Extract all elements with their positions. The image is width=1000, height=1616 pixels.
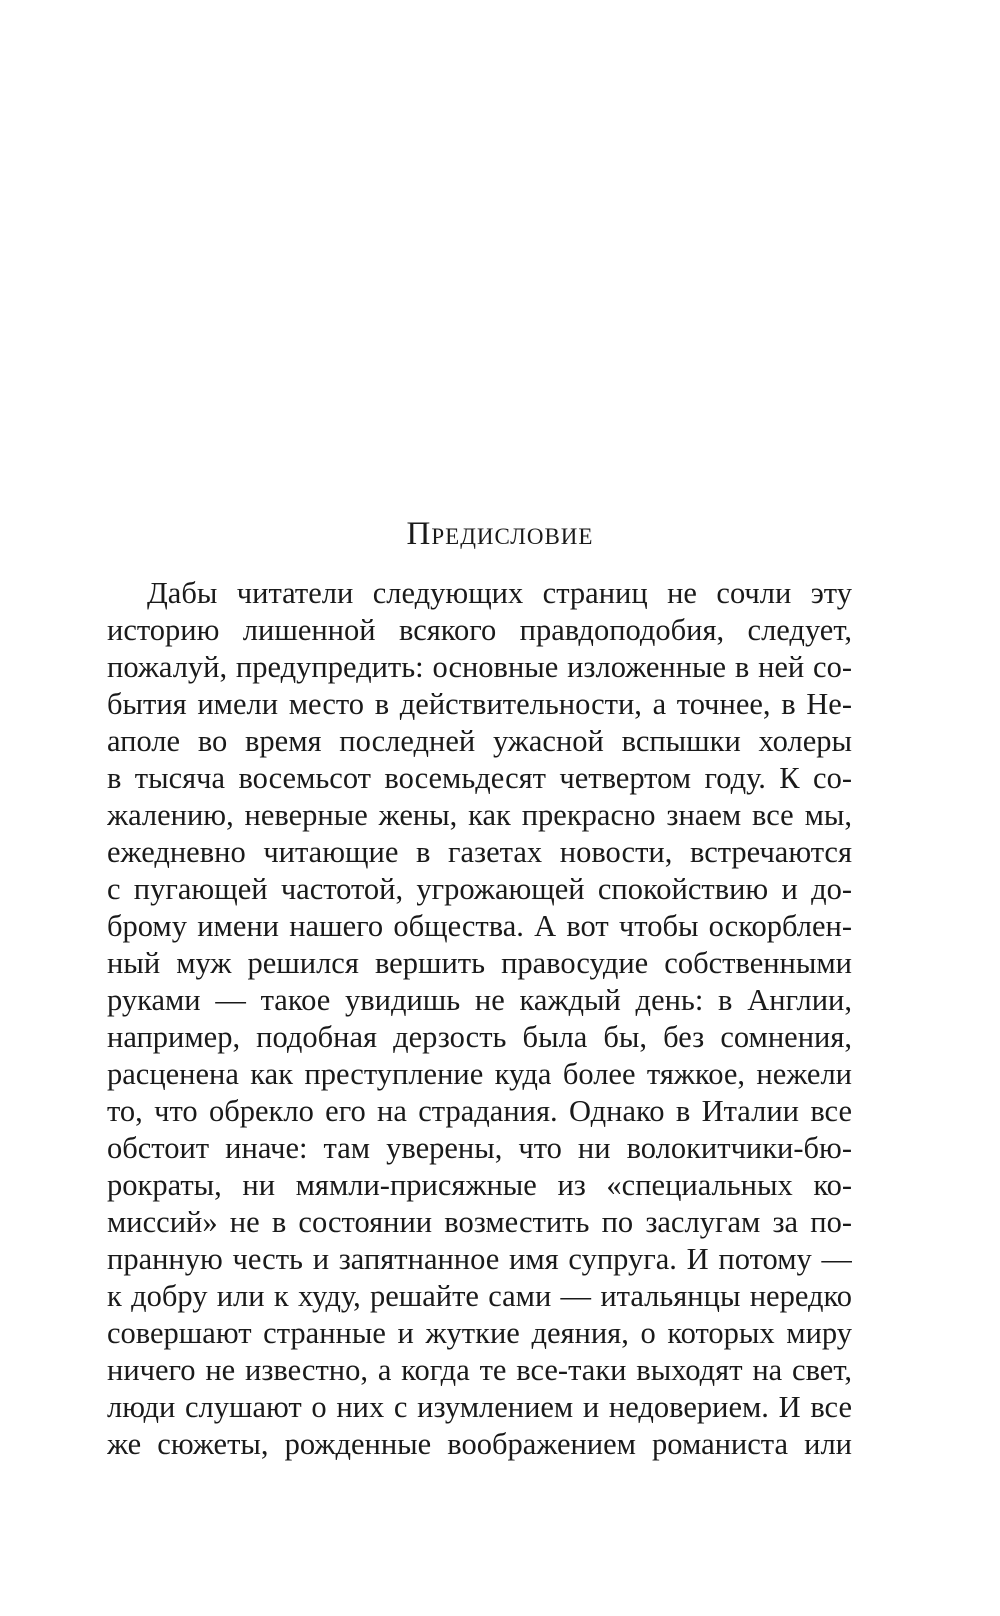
text-line: Дабы читатели следующих страниц не сочли эту <box>147 576 852 610</box>
text-line: историю лишенной всякого правдоподобия, следует, <box>107 613 852 647</box>
text-line: люди слушают о них с изумлением и недоверием. И все <box>107 1390 852 1424</box>
body-text <box>107 575 852 1463</box>
text-line: то, что обрекло его на страдания. Однако в Италии все <box>107 1094 852 1128</box>
text-line: ный муж решился вершить правосудие собственными <box>107 946 852 980</box>
text-line: рократы, ни мямли-присяжные из «специальных ко- <box>107 1168 852 1202</box>
text-line: расценена как преступление куда более тяжкое, нежели <box>107 1057 852 1091</box>
text-line: к добру или к худу, решайте сами — итальянцы нередко <box>107 1279 852 1313</box>
chapter-title: Предисловие <box>406 516 594 552</box>
text-line: с пугающей частотой, угрожающей спокойствию и до- <box>107 872 852 906</box>
text-line: ежедневно читающие в газетах новости, встречаются <box>107 835 852 869</box>
text-line: аполе во время последней ужасной вспышки холеры <box>107 724 852 758</box>
text-line: брому имени нашего общества. А вот чтобы оскорблен- <box>107 909 852 943</box>
text-line: совершают странные и жуткие деяния, о которых миру <box>107 1316 852 1350</box>
text-line: ничего не известно, а когда те все-таки выходят на свет, <box>107 1353 852 1387</box>
text-line: пожалуй, предупредить: основные изложенные в ней со- <box>107 650 852 684</box>
text-line: например, подобная дерзость была бы, без сомнения, <box>107 1020 852 1054</box>
text-line: жалению, неверные жены, как прекрасно знаем все мы, <box>107 798 852 832</box>
text-line: же сюжеты, рожденные воображением романиста или <box>107 1427 852 1461</box>
text-line: пранную честь и запятнанное имя супруга. И потому — <box>107 1242 852 1276</box>
text-line: обстоит иначе: там уверены, что ни волокитчики-бю- <box>107 1131 852 1165</box>
text-line: в тысяча восемьсот восемьдесят четвертом году. К со- <box>107 761 852 795</box>
text-line: руками — такое увидишь не каждый день: в Англии, <box>107 983 852 1017</box>
text-line: миссий» не в состоянии возместить по заслугам за по- <box>107 1205 852 1239</box>
text-line: бытия имели место в действительности, а точнее, в Не- <box>107 687 852 721</box>
